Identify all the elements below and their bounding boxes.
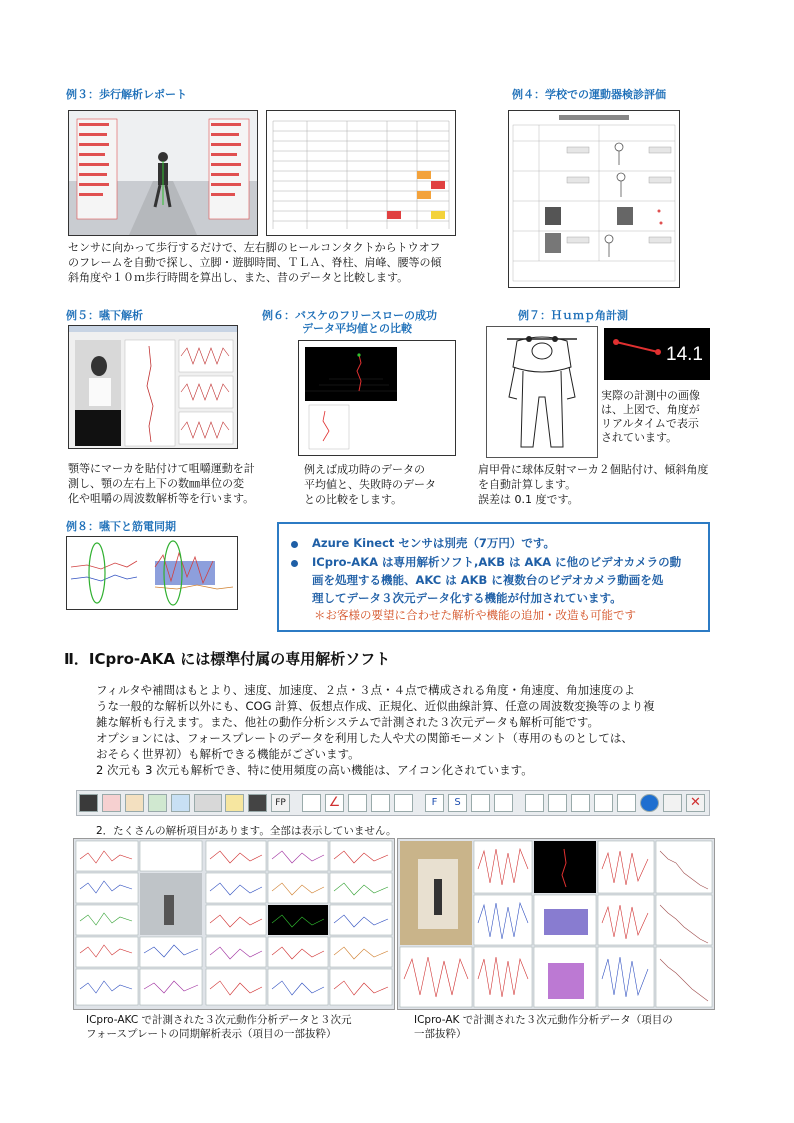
folder-icon[interactable] — [225, 794, 244, 812]
cog-icon[interactable] — [594, 794, 613, 812]
scatter-points-icon[interactable] — [302, 794, 321, 812]
frequency-icon[interactable] — [571, 794, 590, 812]
example-4-title: 例４：学校での運動器検診評価 — [512, 88, 666, 101]
force-plate-icon[interactable]: FP — [271, 794, 290, 812]
velocity-icon[interactable] — [371, 794, 390, 812]
example-3-desc-3: 斜角度や１０ｍ歩行時間を算出し、また、昔のデータと比較します。 — [68, 271, 409, 284]
wave-icon[interactable] — [525, 794, 544, 812]
note-line-4: 理してデータ３次元データ化する機能が付加されています。 — [312, 591, 622, 605]
ak-analysis-image — [398, 839, 714, 1009]
gait-video-screenshot — [68, 110, 258, 236]
graph-2d-icon[interactable] — [102, 794, 121, 812]
hump-illustration — [486, 326, 598, 458]
example-5-desc-2: 測し、顎の左右上下の数㎜単位の変 — [68, 477, 244, 490]
example-3-title: 例３：歩行解析レポート — [66, 88, 187, 101]
example-7-side-note-4: されています。 — [601, 431, 678, 444]
note-line-3: 画を処理する機能、AKC は AKB に複数台のビデオカメラ動画を処 — [312, 573, 664, 587]
emg-sync-screen — [66, 536, 238, 610]
example-7-desc-3: 誤差は 0.1 度です。 — [478, 493, 579, 506]
example-6-title-line-2: データ平均値との比較 — [302, 322, 412, 335]
example-6-title-line-1: 例６：バスケのフリースローの成功 — [262, 309, 438, 322]
bullet-icon — [291, 560, 298, 567]
hump-angle-readout: 14.1 — [666, 344, 703, 365]
filter-icon[interactable]: F — [425, 794, 444, 812]
hump-live-readout-screen — [604, 328, 710, 380]
example-7-title: 例７：Ｈｕｍｐ角計測 — [518, 309, 628, 322]
play-icon[interactable] — [640, 794, 659, 812]
normalize-icon[interactable] — [494, 794, 513, 812]
interpolate-icon[interactable] — [471, 794, 490, 812]
ak-analysis-screenshot — [397, 838, 715, 1010]
section-2-para-4: オプションには、フォースプレートのデータを利用した人や犬の関節モーメント（専用のものとしては、 — [96, 731, 633, 745]
swallow-analysis-screen — [68, 325, 238, 449]
school-exam-form — [508, 110, 680, 288]
toolbar-subtitle: 2．たくさんの解析項目があります。全部は表示していません。 — [96, 825, 397, 837]
smoothing-icon[interactable]: S — [448, 794, 467, 812]
caption-right-1: ICpro-AK で計測された３次元動作分析データ（項目の — [414, 1014, 673, 1026]
note-line-2: ICpro-AKA は専用解析ソフト,AKB は AKA に他のビデオカメラの動 — [312, 555, 682, 569]
example-7-desc-2: を自動計算します。 — [478, 478, 577, 491]
image-export-icon[interactable] — [148, 794, 167, 812]
note-line-5: ＊お客様の要望に合わせた解析や機能の追加・改造も可能です — [314, 608, 636, 622]
save-icon[interactable] — [248, 794, 267, 812]
akc-analysis-image — [74, 839, 394, 1009]
example-5-desc-1: 顎等にマーカを貼付けて咀嚼運動を計 — [68, 462, 255, 475]
data-table-icon[interactable] — [194, 794, 222, 812]
angle-icon[interactable]: ∠ — [325, 794, 344, 812]
basketball-3d-image — [299, 341, 455, 455]
akc-analysis-screenshot — [73, 838, 395, 1010]
bullet-icon — [291, 541, 298, 548]
open-file-icon[interactable] — [79, 794, 98, 812]
example-5-desc-3: 化や咀嚼の周波数解析等を行います。 — [68, 492, 255, 505]
example-5-title: 例５：嚥下解析 — [66, 309, 143, 322]
section-2-para-5: おそらく世界初）も解析できる機能がございます。 — [96, 747, 360, 761]
example-3-desc-1: センサに向かって歩行するだけで、左右脚のヒールコンタクトからトウオフ — [68, 241, 441, 254]
school-exam-form-image — [509, 111, 679, 287]
section-2-para-2: うな一般的な解析以外にも、COG 計算、仮想点作成、正規化、近似曲線計算、任意の周波数変換等のより複 — [96, 699, 655, 713]
example-7-side-note-2: は、上図で、角度が — [601, 403, 700, 416]
example-3-desc-2: のフレームを自動で探し、立脚・遊脚時間、ＴＬＡ、脊柱、肩峰、腰等の傾 — [68, 256, 442, 269]
gait-report-table — [266, 110, 456, 236]
example-8-title: 例８：嚥下と筋電同期 — [66, 520, 176, 533]
acceleration-icon[interactable] — [394, 794, 413, 812]
example-7-desc-1: 肩甲骨に球体反射マーカ２個貼付け、傾斜角度 — [478, 463, 709, 476]
gait-report-image — [267, 111, 455, 235]
swallow-analysis-image — [69, 326, 237, 448]
note-line-1: Azure Kinect センサは別売（7万円）です。 — [312, 536, 555, 550]
hump-figure-drawing — [487, 327, 597, 457]
gait-video-image — [69, 111, 257, 235]
caption-left-2: フォースプレートの同期解析表示（項目の一部抜粋） — [86, 1028, 337, 1040]
example-7-side-note-1: 実際の計測中の画像 — [601, 389, 700, 402]
section-2-para-6: 2 次元も 3 次元も解析でき、特に使用頻度の高い機能は、アイコン化されています。 — [96, 763, 533, 777]
example-6-desc-3: との比較をします。 — [304, 493, 403, 506]
add-item-icon[interactable] — [663, 794, 682, 812]
example-6-desc-2: 平均値と、失敗時のデータ — [304, 478, 436, 491]
emg-sync-image — [67, 537, 237, 609]
video-icon[interactable] — [171, 794, 190, 812]
tools-icon[interactable]: ✕ — [686, 794, 705, 812]
section-2-para-1: フィルタや補間はもとより、速度、加速度、２点・３点・４点で構成される角度・角速度、角加速度のよ — [96, 683, 636, 697]
caption-right-2: 一部抜粋） — [414, 1028, 467, 1040]
peak-icon[interactable] — [617, 794, 636, 812]
section-2-title: Ⅱ．ICpro-AKA には標準付属の専用解析ソフト — [64, 650, 391, 668]
example-7-side-note-3: リアルタイムで表示 — [601, 417, 699, 430]
caption-left-1: ICpro-AKC で計測された３次元動作分析データと３次元 — [86, 1014, 352, 1026]
graph-3d-icon[interactable] — [125, 794, 144, 812]
curve-fit-icon[interactable] — [548, 794, 567, 812]
example-6-desc-1: 例えば成功時のデータの — [304, 463, 425, 476]
section-2-para-3: 雑な解析も行えます。また、他社の動作分析システムで計測された３次元データも解析可能です。 — [96, 715, 600, 729]
angular-velocity-icon[interactable] — [348, 794, 367, 812]
basketball-3d-screen — [298, 340, 456, 456]
